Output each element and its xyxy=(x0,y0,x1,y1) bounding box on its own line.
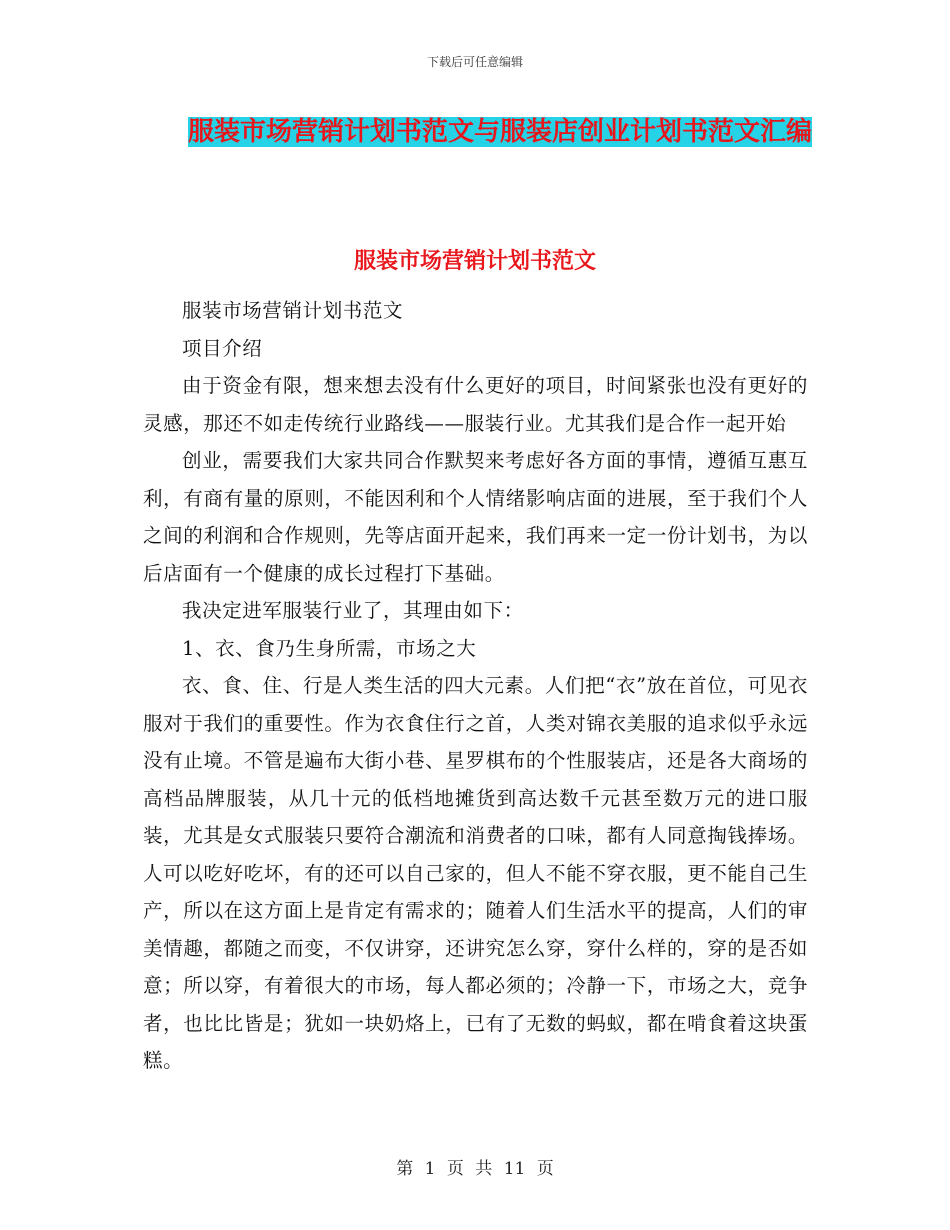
paragraph: 我决定进军服装行业了，其理由如下： xyxy=(182,599,524,622)
page-footer: 第 1 页 共 11 页 xyxy=(396,1159,554,1179)
paragraph: 衣、食、住、行是人类生活的四大元素。人们把“衣”放在首位，可见衣服对于我们的重要性。作为衣食住行之首，人类对锦衣美服的追求似乎永远没有止境。不管是遍布大街小巷、星罗棋布的个性服装店，还是各大商场的高档品牌服装，从几十元的低档地摊货到高达数千元甚至数万元的进口服装，尤其是女式服装只要符合潮流和消费者的口味，都有人同意掏钱捧场。人可以吃好吃坏，有的还可以自己家的，但人不能不穿衣服，更不能自己生产，所以在这方面上是肯定有需求的；随着人们生活水平的提高，人们的审美情趣，都随之而变，不仅讲穿，还讲究怎么穿，穿什么样的，穿的是否如意；所以穿，有着很大的市场，每人都必须的；冷静一下，市场之大，竞争者，也比比皆是；犹如一块奶烙上，已有了无数的蚂蚁，都在啃食着这块蛋糕。 xyxy=(143,674,808,1072)
section-title: 服装市场营销计划书范文 xyxy=(353,248,596,274)
header-note: 下载后可任意编辑 xyxy=(426,55,523,69)
document-title-text: 服装市场营销计划书范文与服装店创业计划书范文汇编 xyxy=(187,117,812,147)
paragraph: 创业，需要我们大家共同合作默契来考虑好各方面的事情，遵循互惠互利，有商有量的原则，不能因利和个人情绪影响店面的进展，至于我们个人之间的利润和合作规则，先等店面开起来，我们再来一定一份计划书，为以后店面有一个健康的成长过程打下基础。 xyxy=(143,449,808,585)
paragraph: 服装市场营销计划书范文 xyxy=(182,299,404,322)
document-title xyxy=(140,110,860,154)
document-body xyxy=(143,292,808,1080)
paragraph: 由于资金有限，想来想去没有什么更好的项目，时间紧张也没有更好的灵感，那还不如走传统行业路线——服装行业。尤其我们是合作一起开始 xyxy=(143,374,808,435)
paragraph: 项目介绍 xyxy=(182,336,263,360)
paragraph: 1、衣、食乃生身所需，市场之大 xyxy=(182,636,477,660)
